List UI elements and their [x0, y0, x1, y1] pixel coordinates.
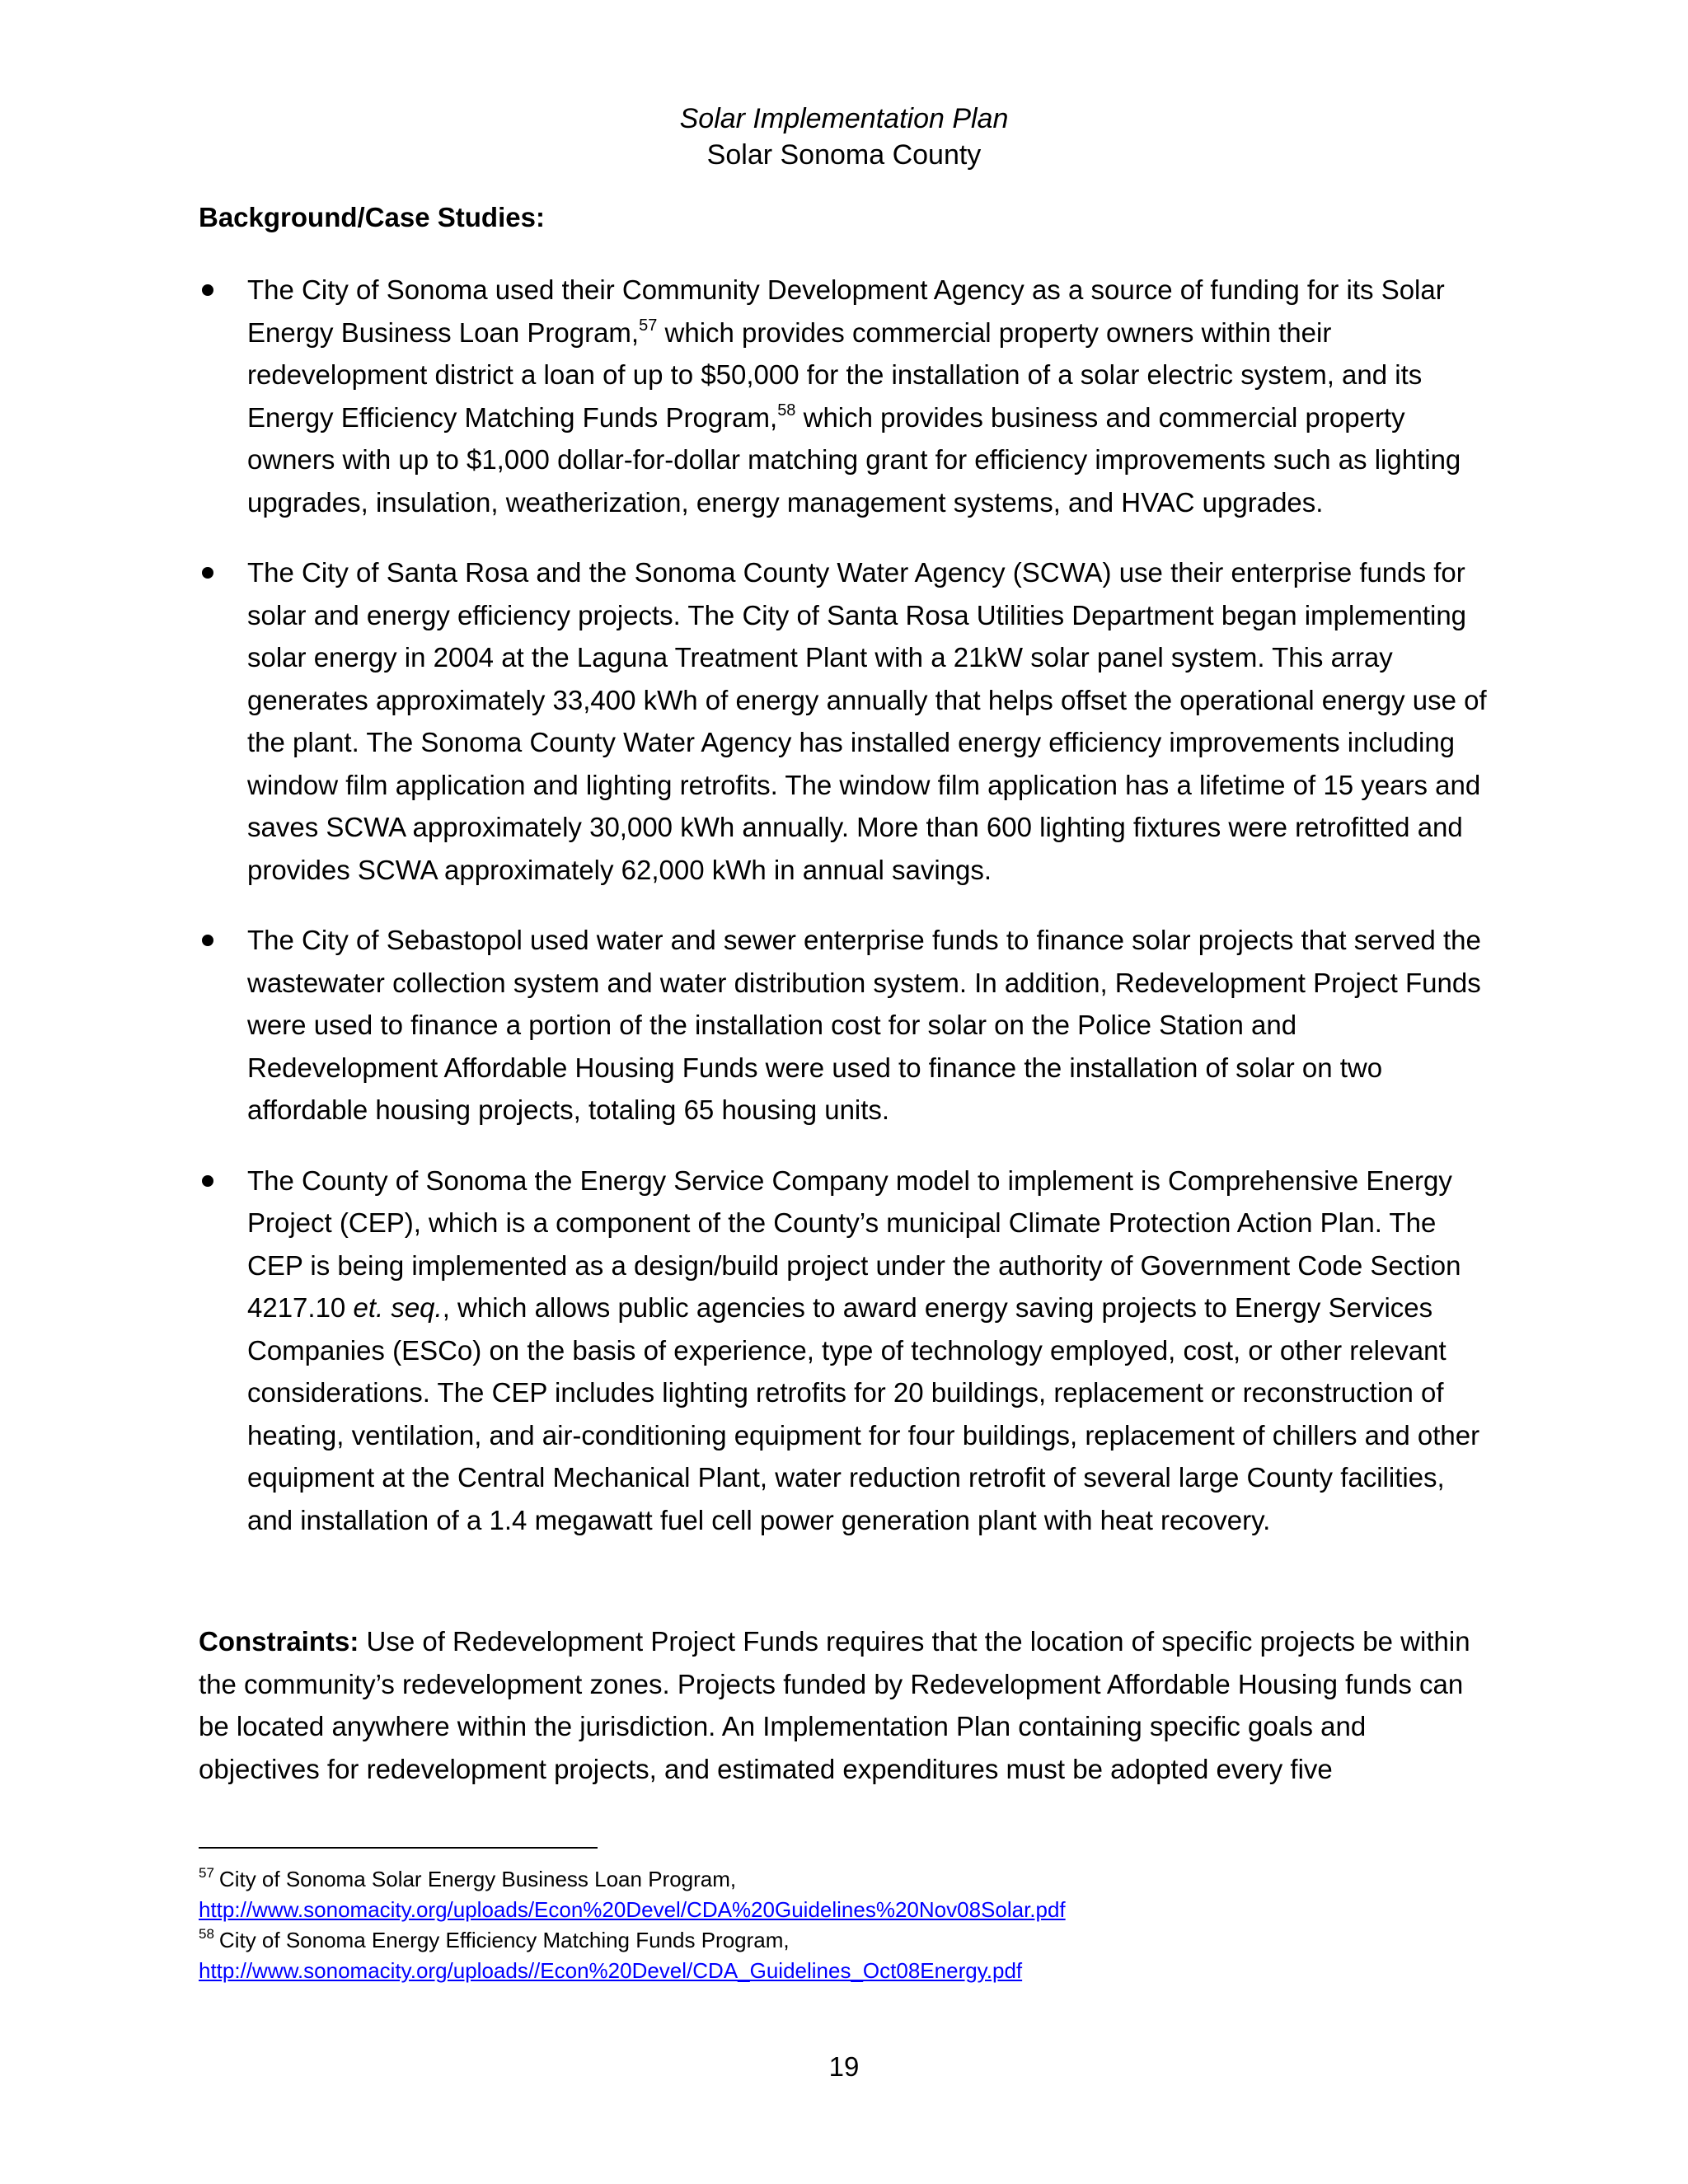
footnote-ref-57[interactable]: 57 [639, 316, 658, 335]
footnote-57-link-line [199, 1895, 1493, 1925]
bullet-icon [202, 567, 213, 579]
constraints-label: Constraints: [199, 1626, 359, 1657]
footnote-number: 58 [199, 1926, 214, 1942]
bullet-icon [202, 1175, 213, 1187]
footnote-link[interactable]: http://www.sonomacity.org/uploads//Econ%20Devel/CDA_Guidelines_Oct08Energy.pdf [199, 1958, 1023, 1983]
list-item-sebastopol [199, 919, 1493, 1132]
paragraph-text: The City of Santa Rosa and the Sonoma County Water Agency (SCWA) use their enterprise funds for solar and energy efficiency projects. The City of Santa Rosa Utilities Department began implementing solar energy in 2004 at the Laguna Treatment Plant with a 21kW solar panel system. This array generates approximately 33,400 kWh of energy annually that helps offset the operational energy use of the plant. The Sonoma County Water Agency has installed energy efficiency improvements including window film application and lighting retrofits. The window film application has a lifetime of 15 years and saves SCWA approximately 30,000 kWh annually. More than 600 lighting fixtures were retrofitted and provides SCWA approximately 62,000 kWh in annual savings. [247, 557, 1487, 885]
section-heading: Background/Case Studies: [199, 202, 545, 232]
bullet-icon [202, 284, 213, 296]
document-title: Solar Implementation Plan [679, 103, 1009, 134]
paragraph-text: which provides commercial property owners within their redevelopment district a loan of up to $50,000 for the installation of a solar electric system, and its Energy Efficiency Matching Funds Program, [247, 316, 1423, 433]
footnote-link[interactable]: http://www.sonomacity.org/uploads/Econ%20Devel/CDA%20Guidelines%20Nov08Solar.pdf [199, 1897, 1066, 1922]
paragraph-text: The City of Sonoma used their Community Development Agency as a source of funding for its Solar Energy Business Loan Program, [247, 274, 1445, 348]
paragraph-text: which provides business and commercial property owners with up to $1,000 dollar-for-dollar matching grant for efficiency improvements such as lighting upgrades, insulation, weatherization, energy management systems, and HVAC upgrades. [247, 401, 1461, 518]
document-subtitle: Solar Sonoma County [706, 139, 982, 171]
footnote-number: 57 [199, 1865, 214, 1881]
constraints-text: Use of Redevelopment Project Funds requires that the location of specific projects be within the community’s redevelopment zones. Projects funded by Redevelopment Affordable Housing funds can be located anywhere within the jurisdiction. An Implementation Plan containing specific goals and objectives for redevelopment projects, and estimated expenditures must be adopted every five [199, 1626, 1470, 1784]
list-item-county [199, 1160, 1493, 1542]
paragraph-text: The County of Sonoma the Energy Service Company model to implement is Comprehensive Energy Project (CEP), which is a component of the County’s municipal Climate Protection Action Plan. The CEP is being implemented as a design/build project under the authority of Government Code Section 4217.10 [247, 1165, 1461, 1323]
paragraph-text: The City of Sebastopol used water and sewer enterprise funds to finance solar projects that served the wastewater collection system and water distribution system. In addition, Redevelopment Project Funds were used to finance a portion of the installation cost for solar on the Police Station and Redevelopment Affordable Housing Funds were used to finance the installation of solar on two affordable housing projects, totaling 65 housing units. [247, 925, 1481, 1125]
footnote-58-link-line [199, 1956, 1493, 1986]
case-study-list [199, 269, 1493, 1569]
list-item-sonoma [199, 269, 1493, 523]
list-item-santa-rosa [199, 551, 1493, 891]
page-number: 19 [828, 2051, 860, 2082]
constraints-paragraph [199, 1620, 1493, 1790]
footnotes [199, 1864, 1493, 1986]
footnote-divider [199, 1847, 598, 1849]
paragraph-text: , which allows public agencies to award energy saving projects to Energy Services Companies (ESCo) on the basis of experience, type of technology employed, cost, or other relevant considerations. The CEP includes lighting retrofits for 20 buildings, replacement or reconstruction of heating, ventilation, and air-conditioning equipment for four buildings, replacement of chillers and other equipment at the Central Mechanical Plant, water reduction retrofit of several large County facilities, and installation of a 1.4 megawatt fuel cell power generation plant with heat recovery. [247, 1292, 1480, 1535]
footnote-text: City of Sonoma Solar Energy Business Loan Program, [218, 1867, 737, 1891]
footnote-text: City of Sonoma Energy Efficiency Matching Funds Program, [218, 1928, 790, 1952]
footnote-58 [199, 1925, 1493, 1956]
footnote-57 [199, 1864, 1493, 1895]
footnote-ref-58[interactable]: 58 [777, 401, 796, 419]
bullet-icon [202, 935, 213, 946]
italic-text: et. seq. [353, 1292, 443, 1323]
